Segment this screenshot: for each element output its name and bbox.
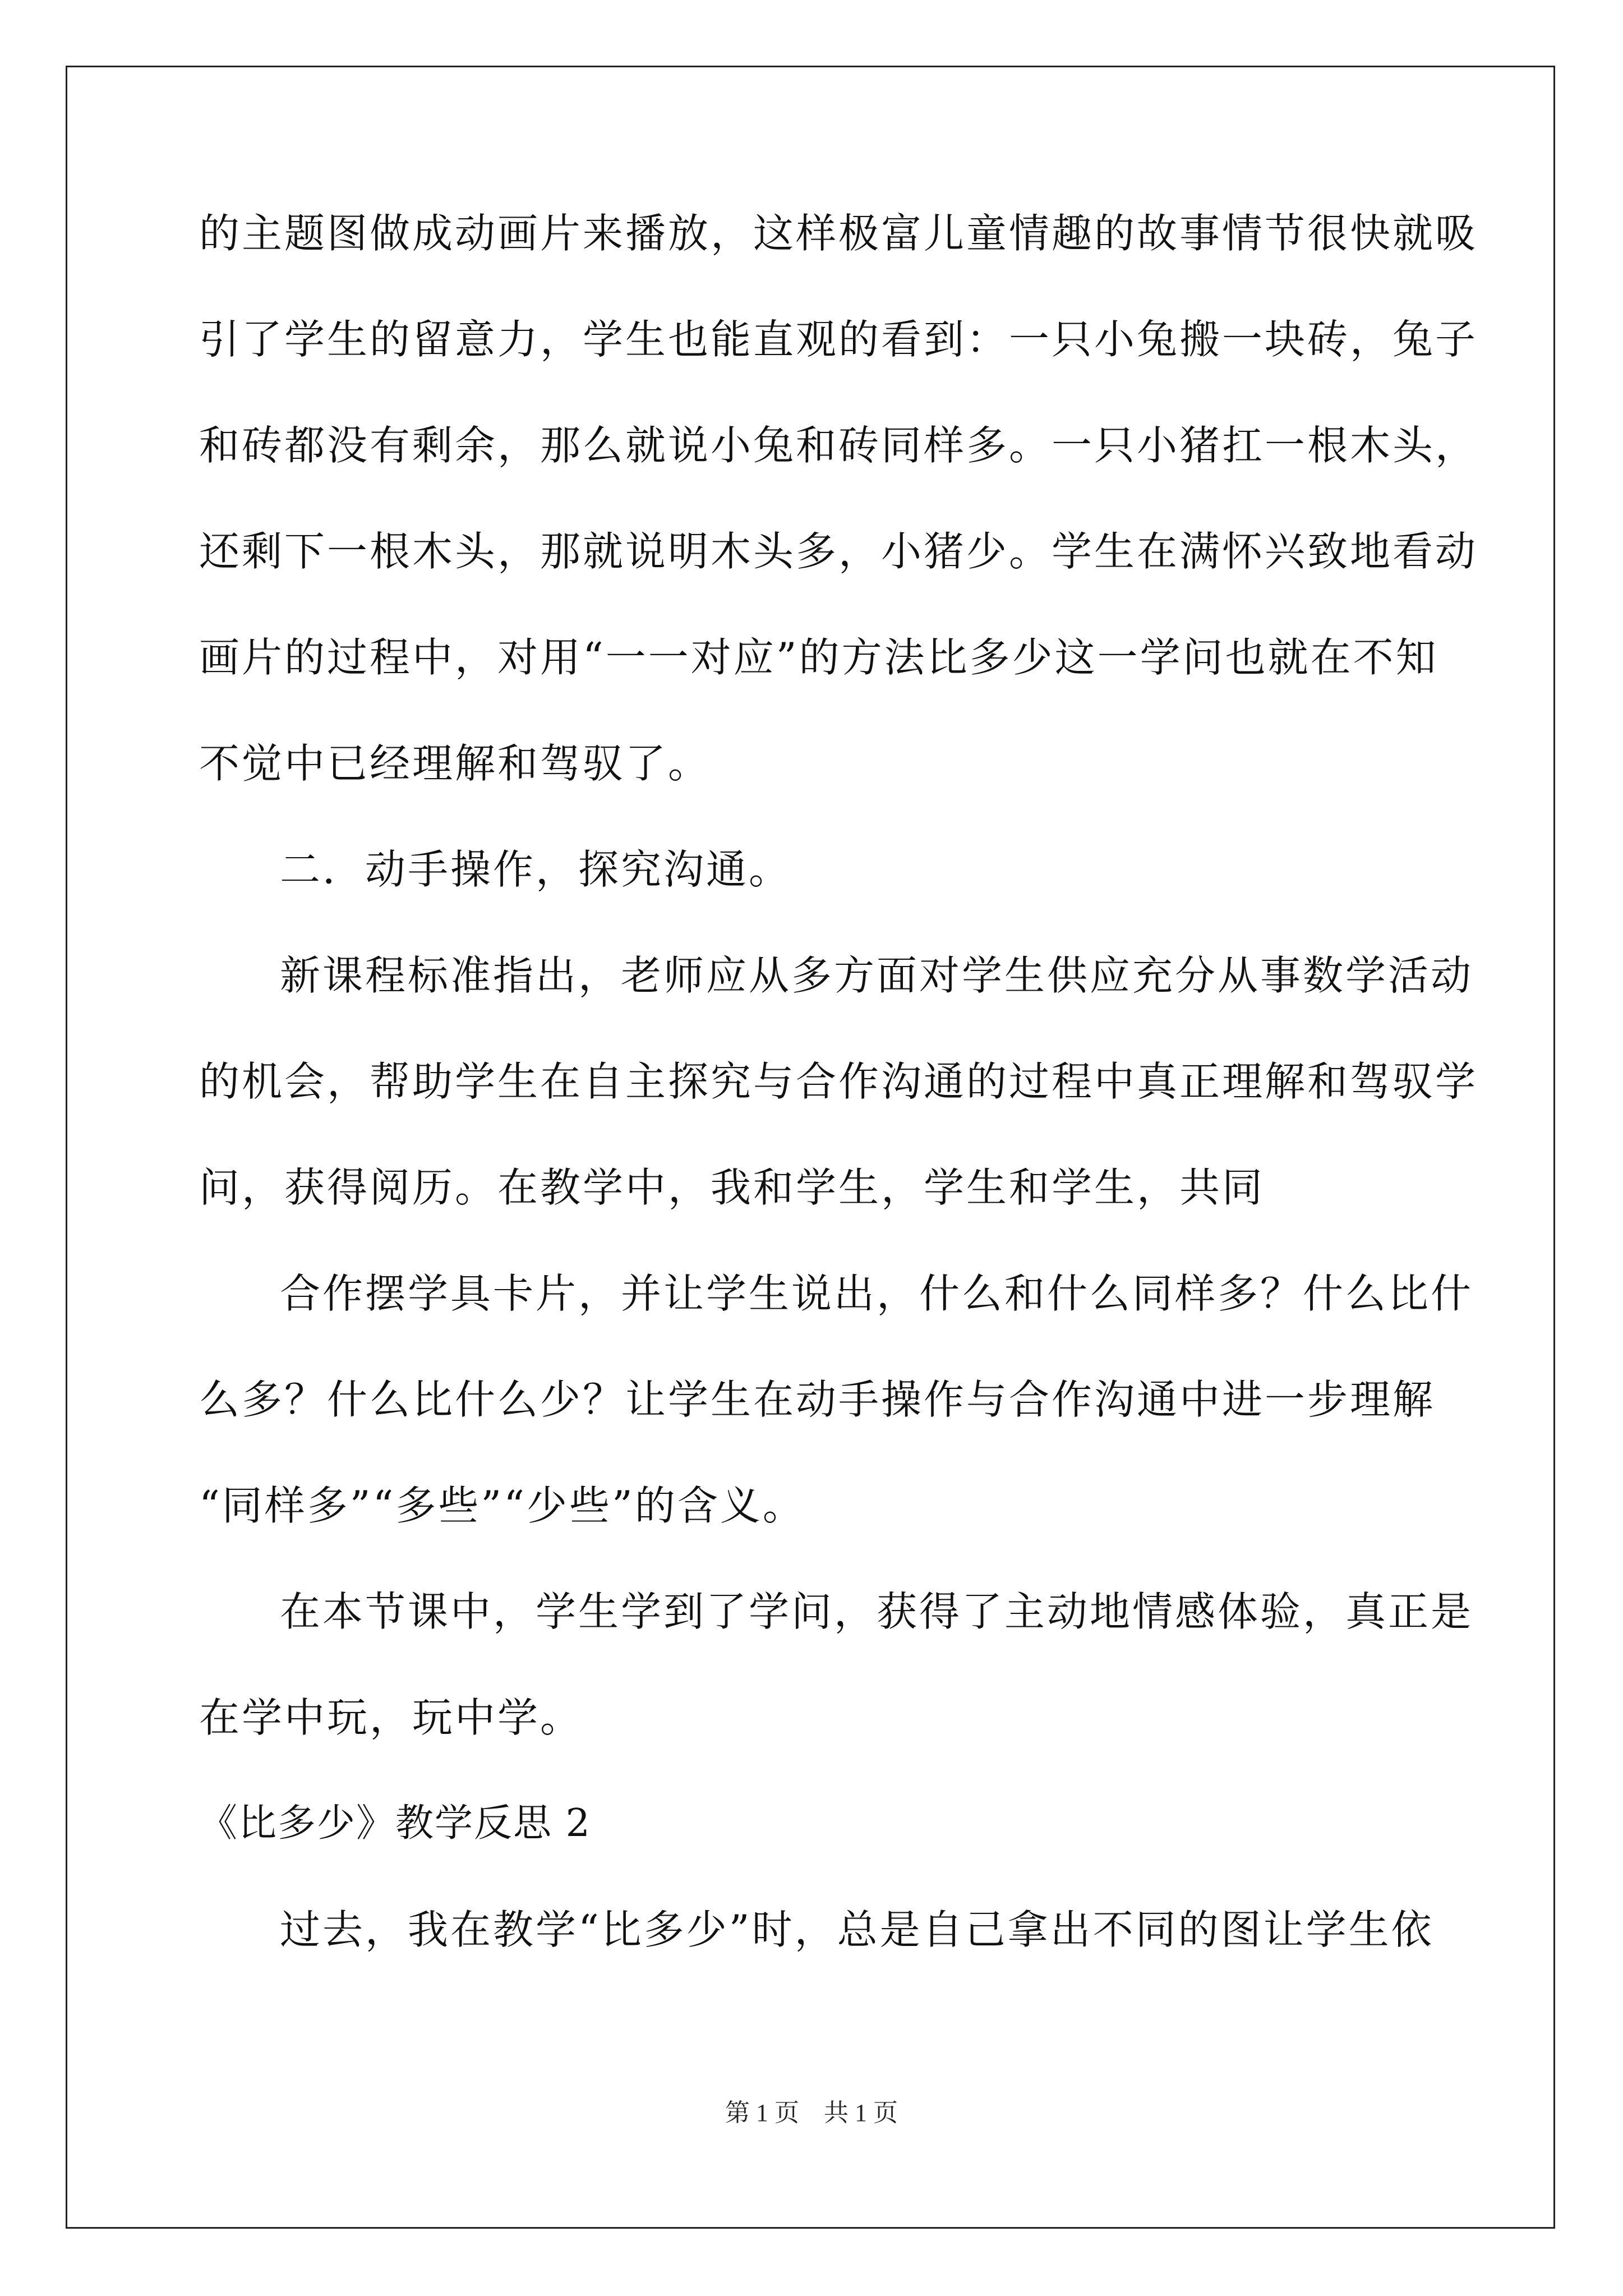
paragraph-line: 么多？什么比什么少？让学生在动手操作与合作沟通中进一步理解 — [199, 1376, 1436, 1423]
paragraph-line: 的主题图做成动画片来播放，这样极富儿童情趣的故事情节很快就吸 — [199, 210, 1478, 257]
paragraph-line: 不觉中已经理解和驾驭了。 — [199, 740, 711, 787]
paragraph-line: 画片的过程中，对用“一一对应”的方法比多少这一学问也就在不知 — [199, 634, 1438, 681]
paragraph-line: 合作摆学具卡片，并让学生说出，什么和什么同样多？什么比什 — [280, 1270, 1474, 1317]
paragraph-line: 引了学生的留意力，学生也能直观的看到：一只小兔搬一块砖，兔子 — [199, 316, 1478, 363]
document-body — [199, 210, 1478, 2016]
paragraph-line: 问，获得阅历。在教学中，我和学生，学生和学生，共同 — [199, 1164, 1265, 1211]
paragraph-line: 新课程标准指出，老师应从多方面对学生供应充分从事数学活动 — [280, 952, 1474, 999]
paragraph-line: 过去，我在教学“比多少”时，总是自己拿出不同的图让学生依 — [280, 1906, 1434, 1953]
paragraph-line: 的机会，帮助学生在自主探究与合作沟通的过程中真正理解和驾驭学 — [199, 1058, 1478, 1105]
paragraph-line: 在学中玩，玩中学。 — [199, 1694, 583, 1741]
paragraph-line: 和砖都没有剩余，那么就说小兔和砖同样多。一只小猪扛一根木头， — [199, 422, 1478, 469]
page-footer: 第 1 页 共 1 页 — [725, 2099, 898, 2127]
section-heading: 二．动手操作，探究沟通。 — [280, 846, 792, 893]
paragraph-line: “同样多”“多些”“少些”的含义。 — [199, 1482, 805, 1529]
paragraph-line: 还剩下一根木头，那就说明木头多，小猪少。学生在满怀兴致地看动 — [199, 528, 1478, 575]
article-title: 《比多少》教学反思 2 — [199, 1801, 591, 1846]
paragraph-line: 在本节课中，学生学到了学问，获得了主动地情感体验，真正是 — [280, 1588, 1474, 1635]
